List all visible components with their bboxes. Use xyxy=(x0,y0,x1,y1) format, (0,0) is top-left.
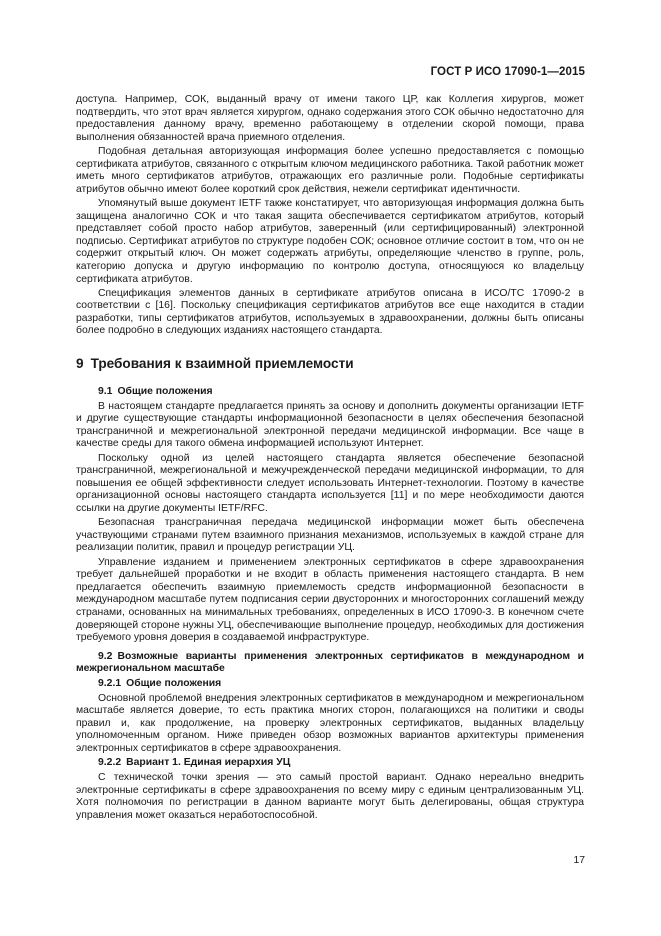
paragraph: Безопасная трансграничная передача медицинской информации может быть обеспечена участвующими странами путем взаимного признания механизмов, используемых в каждой стране для реализации политик, правил и процедур регистрации УЦ. xyxy=(76,517,584,554)
section-heading-9 xyxy=(76,356,584,372)
page-content xyxy=(76,94,584,824)
subsection-number: 9.2.2 xyxy=(98,757,122,769)
paragraph: доступа. Например, СОК, выданный врачу от имени такого ЦР, как Коллегия хирургов, может подтвердить, что этот врач является хирургом, однако содержания этого СОК обычно недостаточно для предоставления данному врачу, временно работающему в отделении скорой помощи, права выполнения обязанностей врача приемного отделения. xyxy=(76,94,584,143)
subsection-heading-9-2 xyxy=(76,651,584,676)
subsection-title: Общие положения xyxy=(117,386,213,398)
section-number: 9 xyxy=(76,356,84,372)
subsection-number: 9.2.1 xyxy=(98,677,122,689)
section-title: Требования к взаимной приемлемости xyxy=(90,356,354,372)
paragraph: С технической точки зрения — это самый простой вариант. Однако нереально внедрить электронные сертификаты в сфере здравоохранения по всему миру с единым централизованным УЦ. Хотя полномочия по регистрации в данном варианте могут быть делегированы, общая структура управления может оказаться неработоспособной. xyxy=(76,772,584,821)
paragraph: Упомянутый выше документ IETF также констатирует, что авторизующая информация должна быть защищена аналогично СОК и что такая защита обеспечивается сертификатом атрибутов, который представляет собой просто набор атрибутов, заверенный (или сертифицированный) электронной подписью. Сертификат атрибутов по структуре подобен СОК; основное отличие состоит в том, что он не содержит открытый ключ. Он может содержать атрибуты, определяющие членство в группе, роль, категорию допуска и другую информацию по контролю доступа, относящуюся ко владельцу сертификата атрибутов. xyxy=(76,197,584,285)
paragraph: Основной проблемой внедрения электронных сертификатов в международном и межрегиональном масштабе является доверие, то есть практика многих сторон, полагающихся на политики и своды правил и, как продолжение, на проверку электронных сертификатов, выданных владельцу уполномоченным органом. Ниже приведен обзор возможных вариантов архитектуры применения электронных сертификатов в сфере здравоохранения. xyxy=(76,692,584,754)
subsection-heading-9-2-1 xyxy=(76,678,584,691)
paragraph: В настоящем стандарте предлагается принять за основу и дополнить документы организации IETF и другие существующие стандарты информационной безопасности в целях обеспечения безопасной трансграничной и межрегиональной электронной передачи медицинской информации. Все чаще в качестве среды для такого обмена информацией используют Интернет. xyxy=(76,400,584,450)
standard-header: ГОСТ Р ИСО 17090-1—2015 xyxy=(430,66,585,78)
paragraph: Подобная детальная авторизующая информация более успешно предоставляется с помощью сертификата атрибутов, связанного с открытым ключом медицинского работника. Такой работник может иметь много сертификатов атрибутов, отражающих его различные роли. Подобные сертификаты атрибутов обычно имеют более короткий срок действия, нежели сертификат идентичности. xyxy=(76,145,584,195)
subsection-number: 9.2 xyxy=(98,650,113,662)
subsection-title: Возможные варианты применения электронных сертификатов в международном и межрегиональном масштабе xyxy=(76,650,584,675)
paragraph: Управление изданием и применением электронных сертификатов в сфере здравоохранения требует дальнейшей проработки и не входит в область применения настоящего стандарта. В нем предлагается обеспечить взаимную приемлемость средств информационной безопасности в международном масштабе путем подписания серии двусторонних и многосторонних соглашений между странами, основанных на минимальных требованиях, определенных в ИСО 17090-3. В конечном счете доверяющей стороне нужны УЦ, обеспечивающие выполнение процедур, необходимых для достижения требуемого уровня доверия в создаваемой инфраструктуре. xyxy=(76,556,584,644)
paragraph: Поскольку одной из целей настоящего стандарта является обеспечение безопасной трансграничной, межрегиональной и межучрежденческой передачи медицинской информации, то для повышения ее общей эффективности следует использовать Интернет-технологии. Поэтому в качестве организационной основы настоящего стандарта используется [11] и по мере необходимости даются ссылки на другие документы IETF/RFC. xyxy=(76,452,584,514)
subsection-heading-9-2-2 xyxy=(76,757,584,770)
page-number: 17 xyxy=(573,855,585,866)
subsection-heading-9-1 xyxy=(76,386,584,399)
paragraph: Спецификация элементов данных в сертификате атрибутов описана в ИСО/ТС 17090-2 в соответствии с [16]. Поскольку спецификация сертификатов атрибутов все еще находится в стадии разработки, типы сертификатов атрибутов, используемых в здравоохранении, должны быть описаны более подробно в следующих изданиях настоящего стандарта. xyxy=(76,287,584,337)
subsection-title: Вариант 1. Единая иерархия УЦ xyxy=(126,757,291,769)
subsection-number: 9.1 xyxy=(98,386,113,398)
subsection-title: Общие положения xyxy=(126,677,222,689)
